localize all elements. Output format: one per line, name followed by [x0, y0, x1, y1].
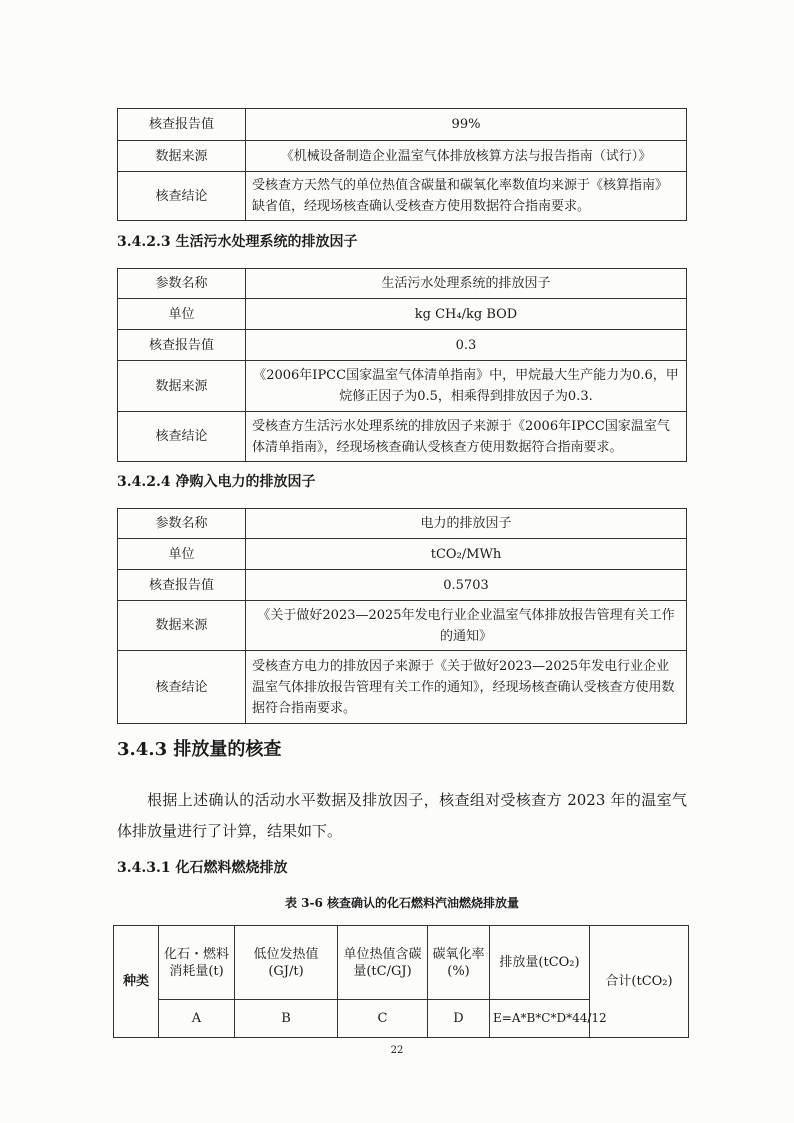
row-label: 核查报告值 [118, 570, 246, 601]
row-label: 核查结论 [118, 651, 246, 724]
row-value: kg CH₄/kg BOD [246, 299, 687, 330]
row-value: tCO₂/MWh [246, 539, 687, 570]
table-row [118, 570, 687, 601]
column-symbol: A [159, 1000, 235, 1038]
row-value: 《机械设备制造企业温室气体排放核算方法与报告指南（试行）》 [246, 141, 687, 172]
row-label: 数据来源 [118, 601, 246, 651]
fossil-fuel-emission-table [113, 925, 689, 1038]
page-number: 22 [390, 1045, 404, 1056]
column-header: 单位热值含碳量(tC/GJ) [338, 926, 428, 1000]
row-label: 核查结论 [118, 412, 246, 462]
table-row [118, 269, 687, 299]
column-header: 化石・燃料消耗量(t) [159, 926, 235, 1000]
row-value: 99% [246, 109, 687, 141]
row-value: 0.3 [246, 330, 687, 361]
table-row [118, 412, 687, 462]
table-row [118, 509, 687, 539]
row-label: 单位 [118, 539, 246, 570]
row-value: 《关于做好2023—2025年发电行业企业温室气体排放报告管理有关工作的通知》 [246, 601, 687, 651]
wastewater-factor-table [117, 268, 687, 462]
column-header: 低位发热值(GJ/t) [235, 926, 338, 1000]
table-row [118, 330, 687, 361]
column-header: 排放量(tCO₂) [490, 926, 590, 1000]
calculation-paragraph: 根据上述确认的活动水平数据及排放因子，核查组对受核查方 2023 年的温室气体排放量进行了计算，结果如下。 [117, 791, 687, 840]
fuel-factor-table-continued [117, 108, 687, 221]
row-label: 核查报告值 [118, 330, 246, 361]
row-label: 数据来源 [118, 141, 246, 172]
row-value: 《2006年IPCC国家温室气体清单指南》中，甲烷最大生产能力为0.6，甲烷修正因子为0.5，相乘得到排放因子为0.3. [246, 361, 687, 412]
kind-header: 种类 [114, 926, 159, 1038]
section-heading-343: 3.4.3 排放量的核查 [117, 739, 282, 760]
row-value: 受核查方电力的排放因子来源于《关于做好2023—2025年发电行业企业温室气体排放报告管理有关工作的通知》，经现场核查确认受核查方使用数据符合指南要求。 [246, 651, 687, 724]
table-header-row [114, 926, 689, 1000]
row-label: 核查结论 [118, 172, 246, 221]
section-heading-3424: 3.4.2.4 净购入电力的排放因子 [117, 474, 316, 490]
row-value: 0.5703 [246, 570, 687, 601]
column-symbol: D [428, 1000, 490, 1038]
column-symbol: C [338, 1000, 428, 1038]
table-row [118, 601, 687, 651]
row-label: 参数名称 [118, 269, 246, 299]
total-header: 合计(tCO₂) [590, 926, 689, 1038]
table-row [118, 361, 687, 412]
row-label: 单位 [118, 299, 246, 330]
electricity-factor-table [117, 508, 687, 724]
table-caption: 表 3-6 核查确认的化石燃料汽油燃烧排放量 [284, 896, 520, 910]
table-row [118, 172, 687, 221]
row-value: 生活污水处理系统的排放因子 [246, 269, 687, 299]
row-label: 核查报告值 [118, 109, 246, 141]
table-row [118, 539, 687, 570]
section-heading-3423: 3.4.2.3 生活污水处理系统的排放因子 [117, 234, 358, 250]
row-label: 数据来源 [118, 361, 246, 412]
row-value: 受核查方天然气的单位热值含碳量和碳氧化率数值均来源于《核算指南》缺省值，经现场核查确认受核查方使用数据符合指南要求。 [246, 172, 687, 221]
table-row [118, 109, 687, 141]
column-symbol: E=A*B*C*D*44/12 [490, 1000, 590, 1038]
row-label: 参数名称 [118, 509, 246, 539]
section-heading-3431: 3.4.3.1 化石燃料燃烧排放 [117, 860, 288, 876]
table-row [118, 141, 687, 172]
table-row [118, 299, 687, 330]
column-header: 碳氧化率(%) [428, 926, 490, 1000]
row-value: 受核查方生活污水处理系统的排放因子来源于《2006年IPCC国家温室气体清单指南》，经现场核查确认受核查方使用数据符合指南要求。 [246, 412, 687, 462]
table-row [118, 651, 687, 724]
column-symbol: B [235, 1000, 338, 1038]
row-value: 电力的排放因子 [246, 509, 687, 539]
